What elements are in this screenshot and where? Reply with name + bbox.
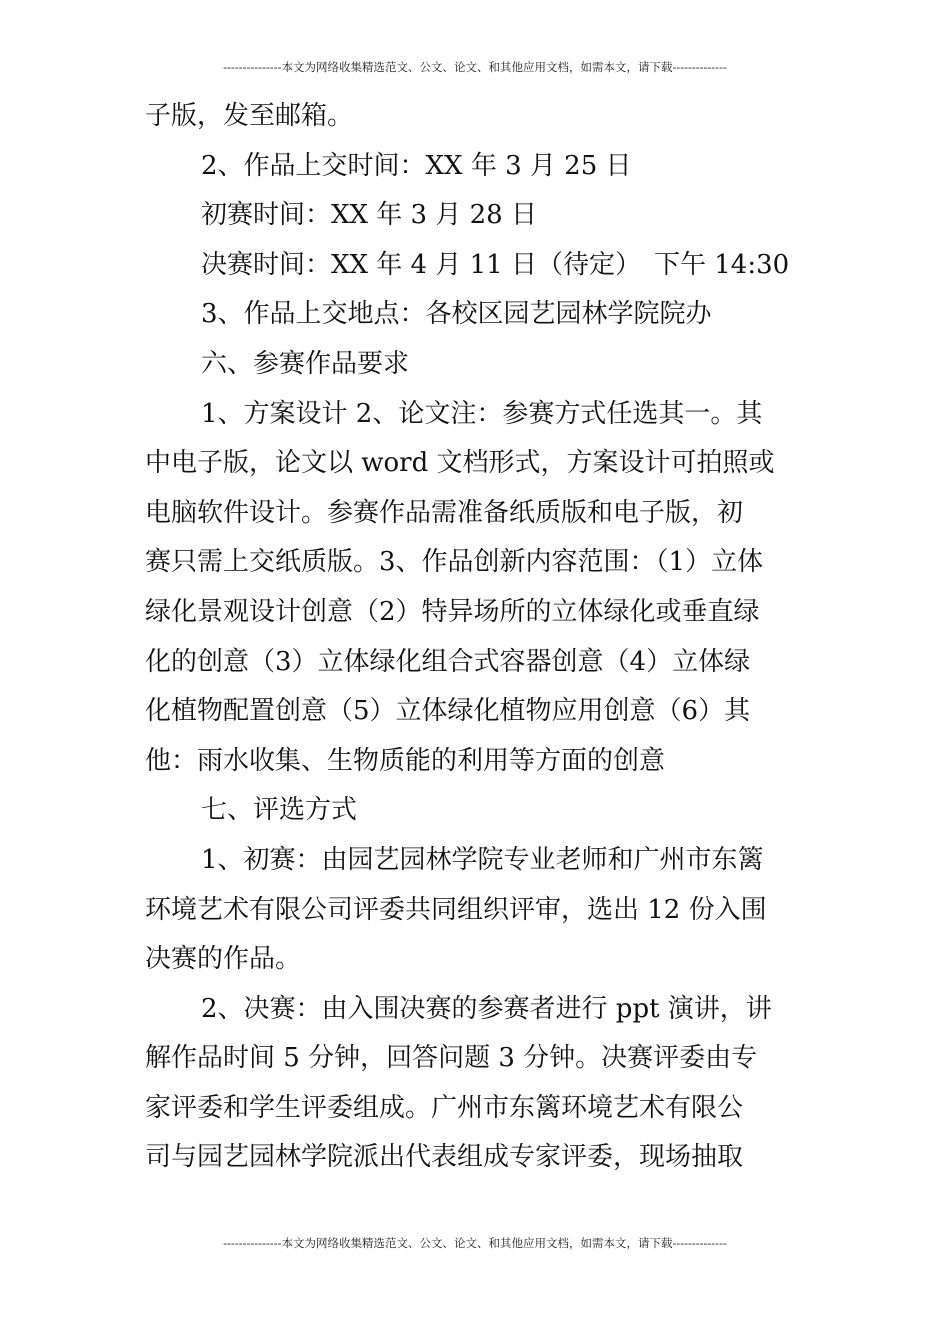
text-line: 六、参赛作品要求 bbox=[201, 348, 410, 379]
text-line: 1、方案设计 2、论文注：参赛方式任选其一。其 bbox=[201, 398, 763, 429]
text-line: 化植物配置创意（5）立体绿化植物应用创意（6）其 bbox=[145, 696, 751, 727]
text-line: 司与园艺园林学院派出代表组成专家评委，现场抽取 bbox=[145, 1142, 744, 1173]
text-line: 2、作品上交时间：XX 年 3 月 25 日 bbox=[201, 150, 632, 181]
page-header: ---------------本文为网络收集精选范文、公文、论文、和其他应用文档，如需本文，请下载-------------- bbox=[223, 60, 727, 74]
text-line: 电脑软件设计。参赛作品需准备纸质版和电子版，初 bbox=[145, 497, 744, 528]
text-line: 初赛时间：XX 年 3 月 28 日 bbox=[201, 200, 537, 231]
text-line: 他：雨水收集、生物质能的利用等方面的创意 bbox=[145, 745, 666, 776]
text-line: 环境艺术有限公司评委共同组织评审，选出 12 份入围 bbox=[145, 894, 767, 925]
page-footer: ---------------本文为网络收集精选范文、公文、论文、和其他应用文档，如需本文，请下载-------------- bbox=[223, 1236, 727, 1250]
text-line: 子版，发至邮箱。 bbox=[145, 101, 354, 131]
text-line: 赛只需上交纸质版。3、作品创新内容范围：（1）立体 bbox=[145, 547, 764, 578]
text-line: 决赛时间：XX 年 4 月 11 日（待定） 下午 14:30 bbox=[201, 249, 790, 280]
text-line: 七、评选方式 bbox=[201, 795, 358, 826]
text-line: 3、作品上交地点：各校区园艺园林学院院办 bbox=[201, 299, 712, 330]
text-line: 解作品时间 5 分钟，回答问题 3 分钟。决赛评委由专 bbox=[145, 1043, 758, 1074]
text-line: 2、决赛：由入围决赛的参赛者进行 ppt 演讲，讲 bbox=[201, 993, 772, 1024]
text-line: 绿化景观设计创意（2）特异场所的立体绿化或垂直绿 bbox=[145, 596, 760, 627]
text-line: 中电子版，论文以 word 文档形式，方案设计可拍照或 bbox=[145, 448, 775, 479]
text-line: 家评委和学生评委组成。广州市东篱环境艺术有限公 bbox=[145, 1092, 744, 1123]
text-line: 决赛的作品。 bbox=[145, 944, 302, 975]
document-body bbox=[145, 92, 810, 1183]
text-line: 化的创意（3）立体绿化组合式容器创意（4）立体绿 bbox=[145, 646, 751, 677]
text-line: 1、初赛：由园艺园林学院专业老师和广州市东篱 bbox=[201, 844, 764, 875]
